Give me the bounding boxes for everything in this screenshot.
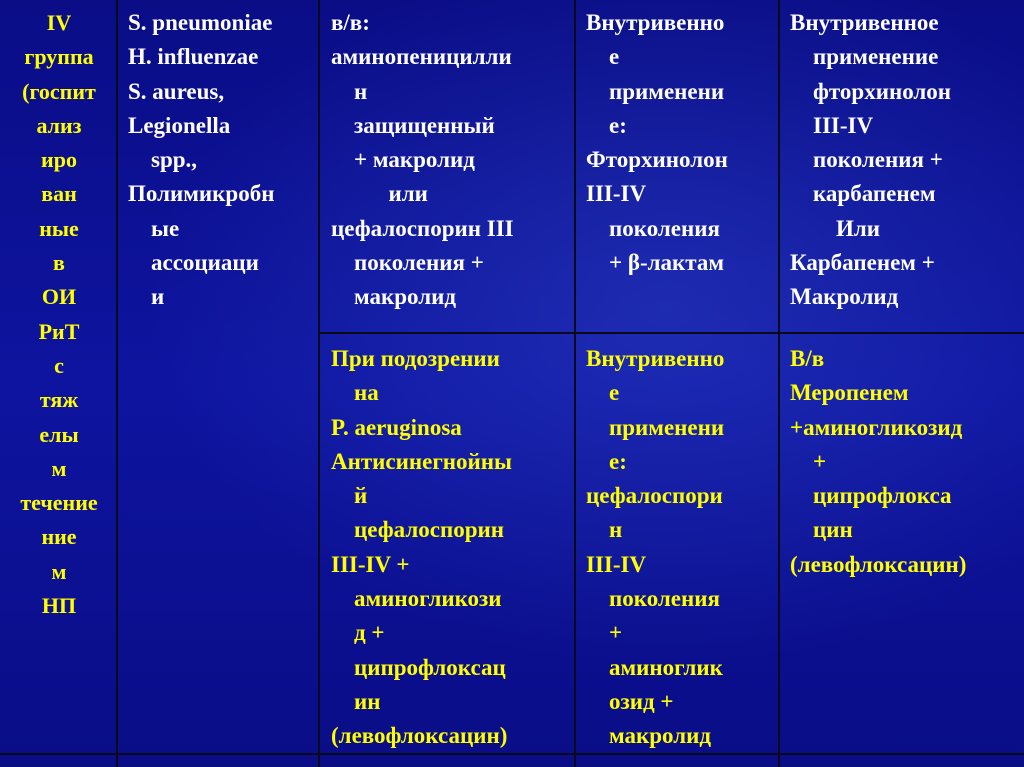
table-cell-pathogens: S. pneumoniae H. influenzae S. aureus, Legionella spp., Полимикробн ые ассоциаци и: [128, 10, 275, 310]
table-divider: [318, 0, 320, 767]
table-divider: [778, 0, 780, 767]
table-cell-de-escalation-therapy: Внутривенное применение фторхинолон III-IV поколения + карбапенем Или Карбапенем + Макролид: [790, 10, 952, 310]
table-cell-alternative-therapy: Внутривенно е применени е: цефалоспори н III-IV поколения + аминоглик озид + макролид: [586, 346, 725, 749]
table-divider: [116, 0, 118, 767]
table-cell-alternative-therapy: Внутривенно е применени е: Фторхинолон III-IV поколения + β-лактам: [586, 10, 728, 276]
table-cell-patient-group: IV группа (госпит ализ иро ван ные в ОИ РиТ с тяж елы м течение ние м НП: [20, 10, 98, 619]
table-divider: [574, 0, 576, 767]
table-divider: [0, 753, 1024, 755]
table-divider: [318, 332, 1024, 334]
table-cell-de-escalation-therapy: В/в Меропенем +аминогликозид + ципрофлокса цин (левофлоксацин): [790, 346, 967, 577]
table-cell-first-line-therapy: При подозрении на P. aeruginosa Антисинегнойны й цефалоспорин III-IV + аминогликози д + ципрофлоксац ин (левофлоксацин): [331, 346, 512, 749]
table-cell-first-line-therapy: в/в: аминопеницилли н защищенный + макролид или цефалоспорин III поколения + макролид: [331, 10, 514, 310]
